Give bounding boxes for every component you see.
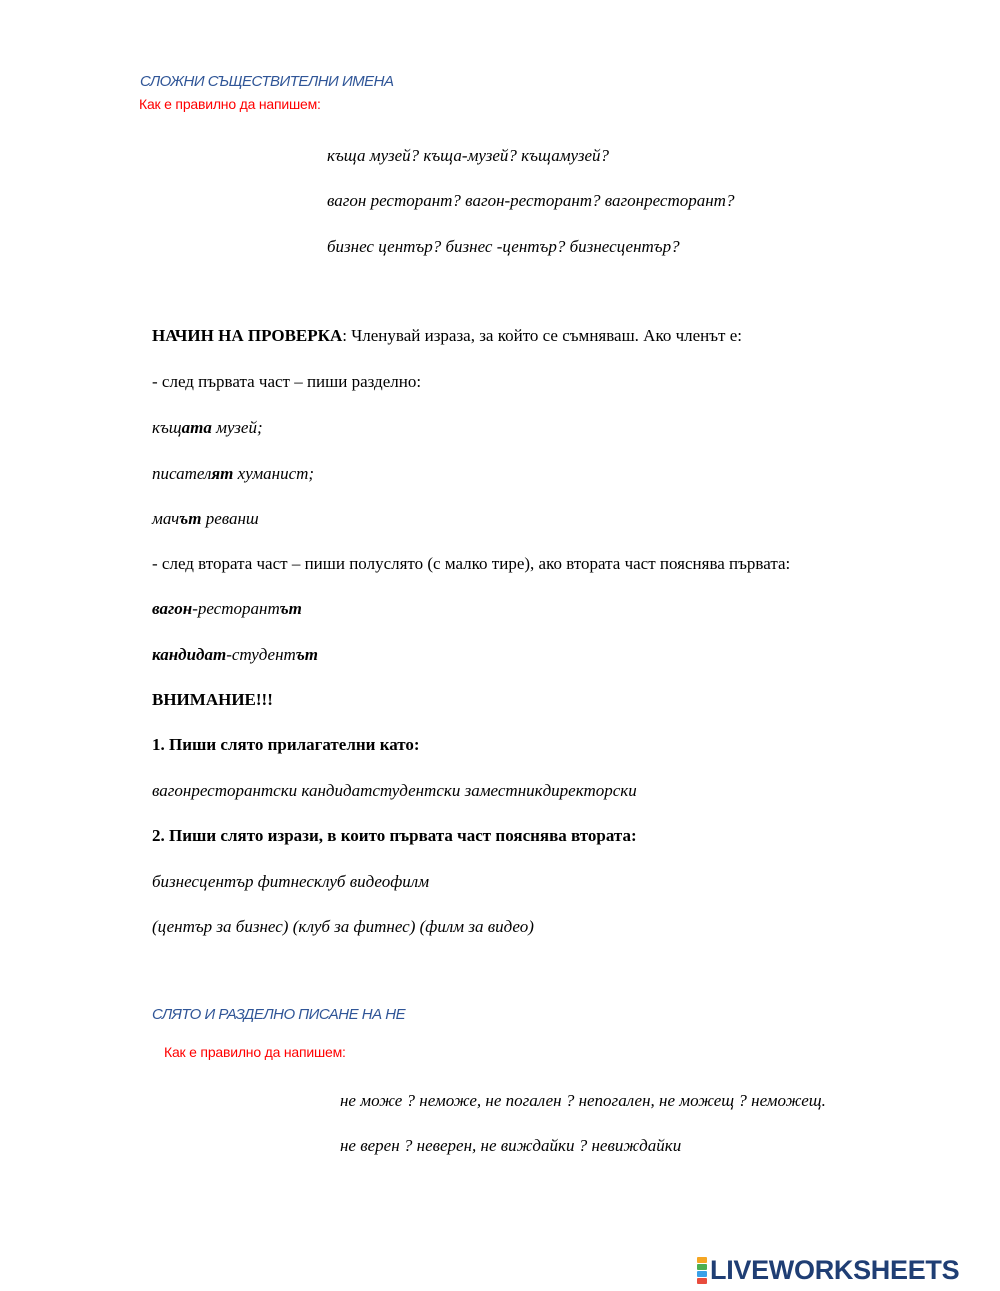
section2-title: СЛЯТО И РАЗДЕЛНО ПИСАНЕ НА НЕ: [152, 1006, 406, 1023]
attention-item-2-examples: бизнесцентър фитнесклуб видеофилм: [152, 872, 430, 891]
example-mach-revansh: мачът реванш: [152, 509, 259, 528]
attention-item-2-explanation: (център за бизнес) (клуб за фитнес) (филм за видео): [152, 917, 534, 936]
rule-1: - след първата част – пиши разделно:: [152, 372, 422, 391]
check-label: НАЧИН НА ПРОВЕРКА: [152, 326, 343, 345]
section2-subtitle: Как е правилно да напишем:: [164, 1044, 346, 1060]
example-vagon-restorant: вагон-ресторантът: [152, 599, 302, 618]
liveworksheets-logo: [697, 1255, 959, 1285]
logo-mark-icon: [697, 1257, 707, 1284]
example-kashta-muzei: къщата музей;: [152, 418, 263, 437]
ne-question-line-2: не верен ? неверен, не виждайки ? невиждайки: [340, 1136, 682, 1155]
attention-item-1: 1. Пиши слято прилагателни като:: [152, 735, 420, 754]
attention-item-2: 2. Пиши слято изрази, в които първата част пояснява втората:: [152, 826, 637, 845]
check-text: : Членувай израза, за който се съмняваш. Ако членът е:: [342, 326, 743, 345]
section1-title: СЛОЖНИ СЪЩЕСТВИТЕЛНИ ИМЕНА: [140, 73, 394, 90]
question-line-3: бизнес център? бизнес -център? бизнесцентър?: [327, 237, 680, 256]
ne-question-line-1: не може ? неможе, не погален ? непогален, не можещ ? неможещ.: [340, 1091, 826, 1110]
attention-item-1-examples: вагонресторантски кандидатстудентски заместникдиректорски: [152, 781, 637, 800]
logo-text: LIVEWORKSHEETS: [710, 1254, 960, 1285]
example-kandidat-student: кандидат-студентът: [152, 645, 318, 664]
question-line-1: къща музей? къща-музей? къщамузей?: [327, 146, 610, 165]
attention-title: ВНИМАНИЕ!!!: [152, 690, 273, 709]
section1-subtitle: Как е правилно да напишем:: [139, 96, 321, 112]
rule-2: - след втората част – пиши полуслято (с малко тире), ако втората част пояснява първата:: [152, 554, 791, 573]
check-paragraph: [152, 326, 742, 346]
question-line-2: вагон ресторант? вагон-ресторант? вагонресторант?: [327, 191, 735, 210]
example-pisatel-humanist: писателят хуманист;: [152, 464, 315, 483]
